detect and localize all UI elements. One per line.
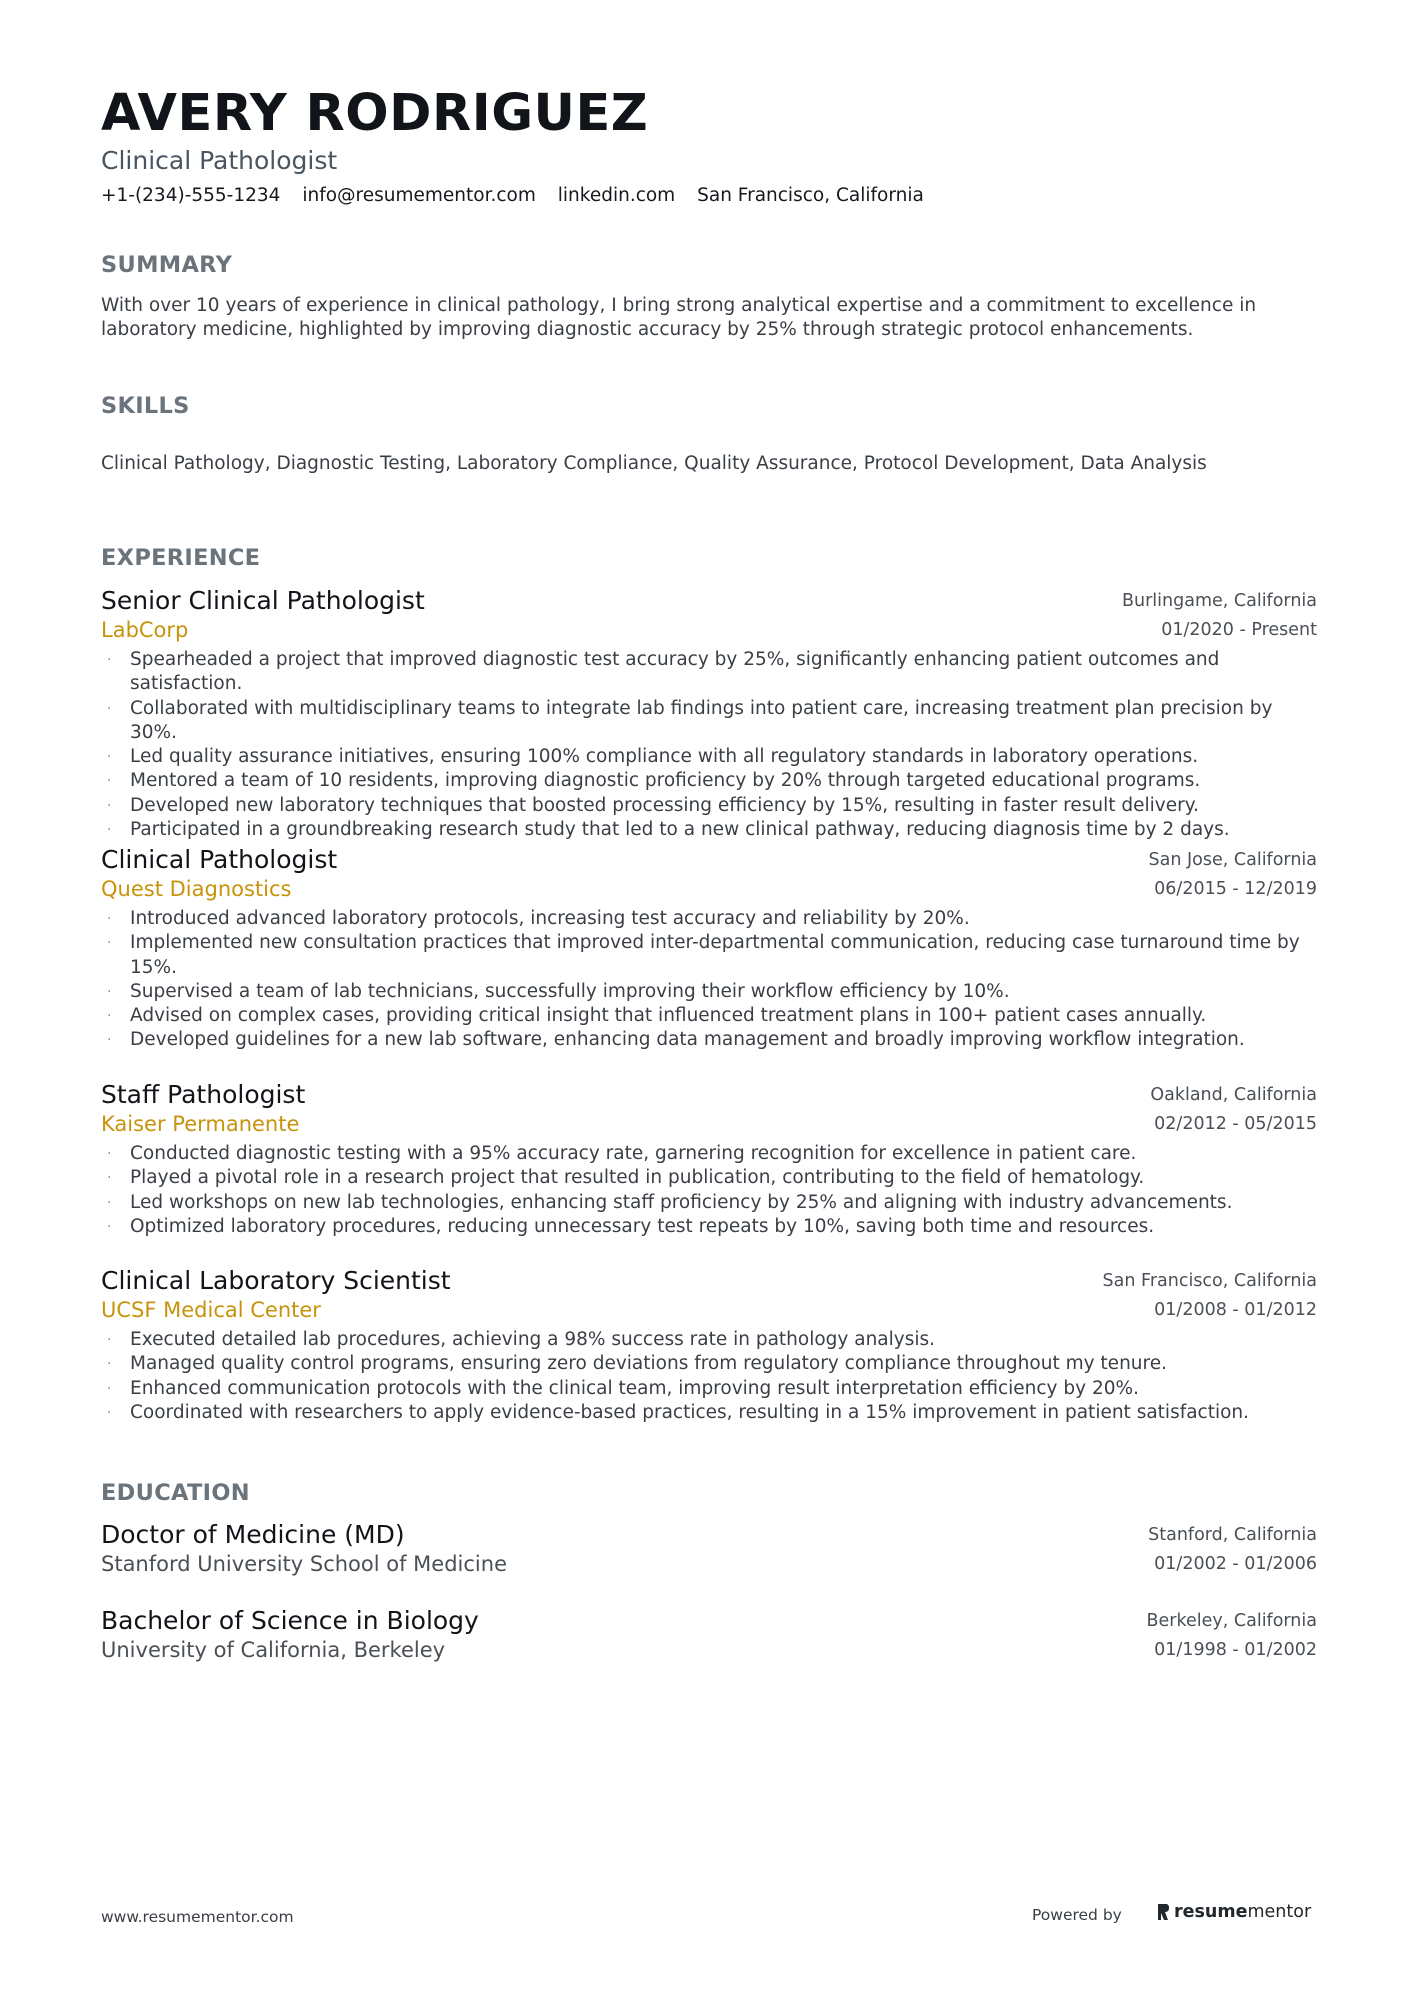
- bullet-dot-icon: ·: [107, 983, 112, 1000]
- brand-bold: resume: [1174, 1902, 1248, 1922]
- job-company: Kaiser Permanente: [101, 1112, 300, 1136]
- bullet-dot-icon: ·: [107, 1170, 112, 1187]
- candidate-name: AVERY RODRIGUEZ: [101, 84, 649, 143]
- summary-text: With over 10 years of experience in clinical pathology, I bring strong analytical expertise and a commitment to excellence in laboratory medicine, highlighted by improving diagnostic accuracy by 25% through strategic protocol enhancements.: [101, 295, 1257, 340]
- job-bullet: · Optimized laboratory procedures, reducing unnecessary test repeats by 10%, saving both time and resources.: [101, 1215, 1317, 1239]
- experience-entry: [101, 1266, 1317, 1425]
- experience-entry: [101, 845, 1317, 1053]
- bullet-dot-icon: ·: [107, 1380, 112, 1397]
- job-bullet: · Participated in a groundbreaking research study that led to a new clinical pathway, reducing diagnosis time by 2 days.: [101, 818, 1317, 842]
- job-bullets: [101, 1142, 1317, 1239]
- bullet-dot-icon: ·: [107, 773, 112, 790]
- job-bullet: · Introduced advanced laboratory protocols, increasing test accuracy and reliability by 20%.: [101, 907, 1317, 931]
- bullet-dot-icon: ·: [107, 1032, 112, 1049]
- bullet-dot-icon: ·: [107, 1332, 112, 1348]
- job-bullet: · Advised on complex cases, providing critical insight that influenced treatment plans in 100+ patient cases annually.: [101, 1004, 1317, 1028]
- job-bullet: · Spearheaded a project that improved diagnostic test accuracy by 25%, significantly enhancing patient outcomes and satisfaction.: [107, 649, 1220, 695]
- job-bullet: · Coordinated with researchers to apply evidence-based practices, resulting in a 15% improvement in patient satisfaction.: [101, 1401, 1317, 1425]
- contact-linkedin: linkedin.com: [557, 185, 676, 206]
- brand-logo[interactable]: [1156, 1902, 1311, 1922]
- footer-url[interactable]: www.resumementor.com: [101, 1908, 294, 1926]
- education-entry: [101, 1520, 1317, 1580]
- bullet-dot-icon: ·: [107, 1356, 112, 1373]
- job-location: Burlingame, California: [1122, 591, 1317, 611]
- contact-email: info@resumementor.com: [302, 185, 536, 206]
- bullet-dot-icon: ·: [107, 1146, 112, 1162]
- job-bullet: · Led workshops on new lab technologies, enhancing staff proficiency by 25% and aligning with industry advancements.: [101, 1191, 1317, 1215]
- job-bullets: [101, 1328, 1317, 1425]
- powered-by-label: Powered by: [1032, 1906, 1122, 1924]
- bullet-dot-icon: ·: [107, 652, 112, 668]
- contact-line: [101, 183, 940, 209]
- edu-school: University of California, Berkeley: [101, 1638, 446, 1662]
- skills-heading: SKILLS: [101, 393, 190, 419]
- job-bullet: · Developed new laboratory techniques that boosted processing efficiency by 15%, resulting in faster result delivery.: [101, 794, 1317, 818]
- candidate-title: Clinical Pathologist: [101, 146, 338, 175]
- job-bullet: · Supervised a team of lab technicians, successfully improving their workflow efficiency by 10%.: [101, 980, 1317, 1004]
- education-heading: EDUCATION: [101, 1480, 250, 1506]
- job-bullet: · Managed quality control programs, ensuring zero deviations from regulatory compliance throughout my tenure.: [101, 1352, 1317, 1376]
- job-bullet: · Enhanced communication protocols with the clinical team, improving result interpretation efficiency by 20%.: [101, 1377, 1317, 1401]
- bullet-dot-icon: ·: [107, 1404, 112, 1421]
- skills-text: Clinical Pathology, Diagnostic Testing, Laboratory Compliance, Quality Assurance, Protocol Development, Data Analysis: [101, 453, 1207, 474]
- bullet-dot-icon: ·: [107, 911, 112, 927]
- job-bullet: · Conducted diagnostic testing with a 95% accuracy rate, garnering recognition for excellence in patient care.: [101, 1142, 1317, 1166]
- bullet-dot-icon: ·: [107, 935, 112, 952]
- job-dates: 02/2012 - 05/2015: [1154, 1114, 1317, 1134]
- job-role: Senior Clinical Pathologist: [101, 586, 425, 615]
- job-bullets: [101, 648, 1317, 842]
- job-bullet: · Developed guidelines for a new lab software, enhancing data management and broadly improving workflow integration.: [101, 1028, 1317, 1052]
- bullet-dot-icon: ·: [107, 700, 112, 717]
- resumementor-logo-icon: [1156, 1902, 1170, 1922]
- job-location: San Francisco, California: [1102, 1271, 1317, 1291]
- job-bullet: · Collaborated with multidisciplinary teams to integrate lab findings into patient care, increasing treatment plan precision by 30%.: [107, 697, 1273, 743]
- education-entry: [101, 1606, 1317, 1666]
- bullet-dot-icon: ·: [107, 822, 112, 839]
- job-bullet: · Executed detailed lab procedures, achieving a 98% success rate in pathology analysis.: [101, 1328, 1317, 1352]
- job-location: Oakland, California: [1150, 1085, 1317, 1105]
- contact-location: San Francisco, California: [697, 185, 924, 206]
- job-company: UCSF Medical Center: [101, 1298, 321, 1322]
- experience-entry: [101, 586, 1317, 842]
- job-company: Quest Diagnostics: [101, 877, 292, 901]
- bullet-dot-icon: ·: [107, 797, 112, 814]
- job-company: LabCorp: [101, 618, 189, 642]
- job-bullet: · Mentored a team of 10 residents, improving diagnostic proficiency by 20% through targeted educational programs.: [101, 769, 1317, 793]
- job-dates: 01/2008 - 01/2012: [1154, 1300, 1317, 1320]
- bullet-dot-icon: ·: [107, 1194, 112, 1211]
- bullet-dot-icon: ·: [107, 749, 112, 766]
- job-bullet: · Played a pivotal role in a research project that resulted in publication, contributing to the field of hematology.: [101, 1166, 1317, 1190]
- edu-location: Berkeley, California: [1146, 1611, 1317, 1631]
- edu-location: Stanford, California: [1148, 1525, 1317, 1545]
- job-bullets: [101, 907, 1317, 1053]
- contact-phone: +1-(234)-555-1234: [101, 185, 281, 206]
- job-bullet: · Led quality assurance initiatives, ensuring 100% compliance with all regulatory standards in laboratory operations.: [101, 745, 1317, 769]
- job-location: San Jose, California: [1148, 850, 1317, 870]
- job-role: Staff Pathologist: [101, 1080, 306, 1109]
- job-role: Clinical Laboratory Scientist: [101, 1266, 451, 1295]
- edu-degree: Bachelor of Science in Biology: [101, 1606, 479, 1635]
- job-dates: 06/2015 - 12/2019: [1154, 879, 1317, 899]
- edu-dates: 01/2002 - 01/2006: [1154, 1554, 1317, 1574]
- summary-heading: SUMMARY: [101, 252, 233, 278]
- job-dates: 01/2020 - Present: [1161, 620, 1317, 640]
- job-role: Clinical Pathologist: [101, 845, 338, 874]
- brand-rest: mentor: [1247, 1902, 1312, 1922]
- edu-school: Stanford University School of Medicine: [101, 1552, 507, 1576]
- job-bullet: · Implemented new consultation practices that improved inter-departmental communication, reducing case turnaround time by 15%.: [107, 932, 1300, 978]
- experience-entry: [101, 1080, 1317, 1239]
- experience-heading: EXPERIENCE: [101, 545, 261, 571]
- bullet-dot-icon: ·: [107, 1218, 112, 1235]
- edu-dates: 01/1998 - 01/2002: [1154, 1640, 1317, 1660]
- edu-degree: Doctor of Medicine (MD): [101, 1520, 405, 1549]
- bullet-dot-icon: ·: [107, 1008, 112, 1025]
